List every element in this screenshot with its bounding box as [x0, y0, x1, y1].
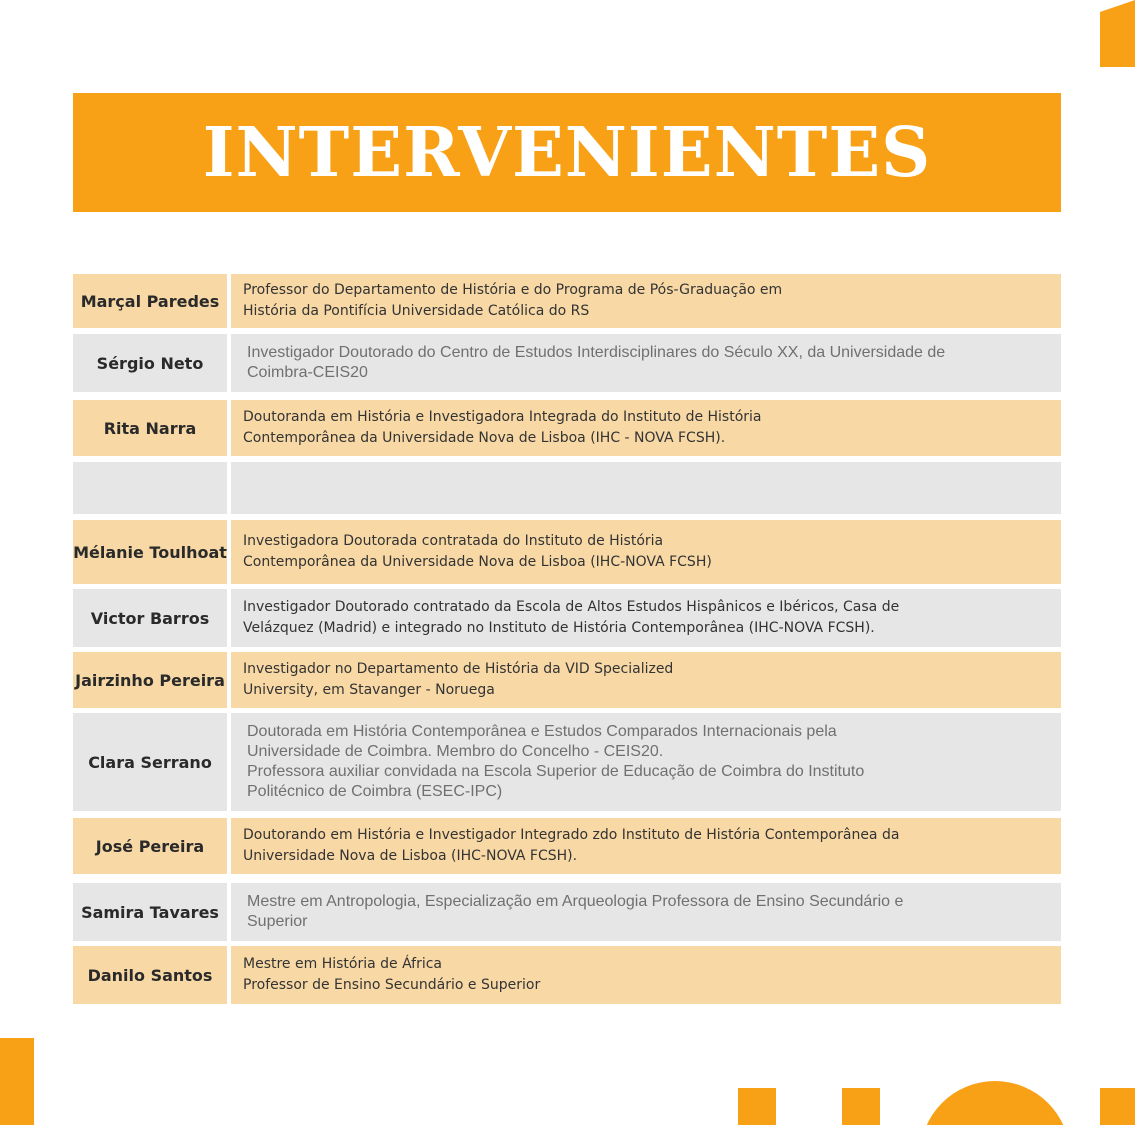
participant-name: Marçal Paredes: [73, 274, 227, 328]
participant-name: [73, 462, 227, 514]
participant-row: [73, 589, 1061, 647]
participant-description: Investigadora Doutorada contratada do Instituto de História Contemporânea da Universidade Nova de Lisboa (IHC-NOVA FCSH): [231, 520, 1061, 584]
decorative-square: [1100, 1088, 1135, 1125]
participant-row: [73, 818, 1061, 874]
title-banner: [73, 93, 1061, 212]
participant-name: Danilo Santos: [73, 946, 227, 1004]
participant-description: Mestre em História de África Professor de Ensino Secundário e Superior: [231, 946, 1061, 1004]
participant-row-empty: [73, 462, 1061, 514]
participant-row: [73, 400, 1061, 456]
page-title: INTERVENIENTES: [202, 112, 932, 193]
participant-description: Investigador no Departamento de História da VID Specialized University, em Stavanger - Noruega: [231, 652, 1061, 708]
participant-name: Mélanie Toulhoat: [73, 520, 227, 584]
decorative-arc: [920, 1081, 1070, 1125]
decorative-shape-top-right: [1100, 0, 1135, 67]
decorative-bar-bottom-left: [0, 1038, 34, 1125]
participant-row: [73, 334, 1061, 392]
participant-description: Investigador Doutorado do Centro de Estudos Interdisciplinares do Século XX, da Universidade de Coimbra-CEIS20: [231, 334, 1061, 392]
participant-row: [73, 946, 1061, 1004]
participant-description: Doutorada em História Contemporânea e Estudos Comparados Internacionais pela Universidade de Coimbra. Membro do Concelho - CEIS20. Professora auxiliar convidada na Escola Superior de Educação de Coimbra do Instituto Politécnico de Coimbra (ESEC-IPC): [231, 713, 1061, 811]
participant-name: Jairzinho Pereira: [73, 652, 227, 708]
decorative-square: [738, 1088, 776, 1125]
participant-row: [73, 652, 1061, 708]
participant-name: Sérgio Neto: [73, 334, 227, 392]
participant-row: [73, 883, 1061, 941]
participant-row: [73, 713, 1061, 811]
participant-row: [73, 274, 1061, 328]
participant-description: Professor do Departamento de História e do Programa de Pós-Graduação em História da Pontifícia Universidade Católica do RS: [231, 274, 1061, 328]
participant-name: Victor Barros: [73, 589, 227, 647]
participant-name: José Pereira: [73, 818, 227, 874]
participant-description: Investigador Doutorado contratado da Escola de Altos Estudos Hispânicos e Ibéricos, Casa de Velázquez (Madrid) e integrado no Instituto de História Contemporânea (IHC-NOVA FCSH).: [231, 589, 1061, 647]
participant-description: Doutorando em História e Investigador Integrado zdo Instituto de História Contemporânea da Universidade Nova de Lisboa (IHC-NOVA FCSH).: [231, 818, 1061, 874]
decorative-square: [842, 1088, 880, 1125]
participant-description: Mestre em Antropologia, Especialização em Arqueologia Professora de Ensino Secundário e Superior: [231, 883, 1061, 941]
participant-description: Doutoranda em História e Investigadora Integrada do Instituto de História Contemporânea da Universidade Nova de Lisboa (IHC - NOVA FCSH).: [231, 400, 1061, 456]
participant-name: Samira Tavares: [73, 883, 227, 941]
participant-row: [73, 520, 1061, 584]
participant-description: [231, 462, 1061, 514]
participant-name: Rita Narra: [73, 400, 227, 456]
participant-name: Clara Serrano: [73, 713, 227, 811]
